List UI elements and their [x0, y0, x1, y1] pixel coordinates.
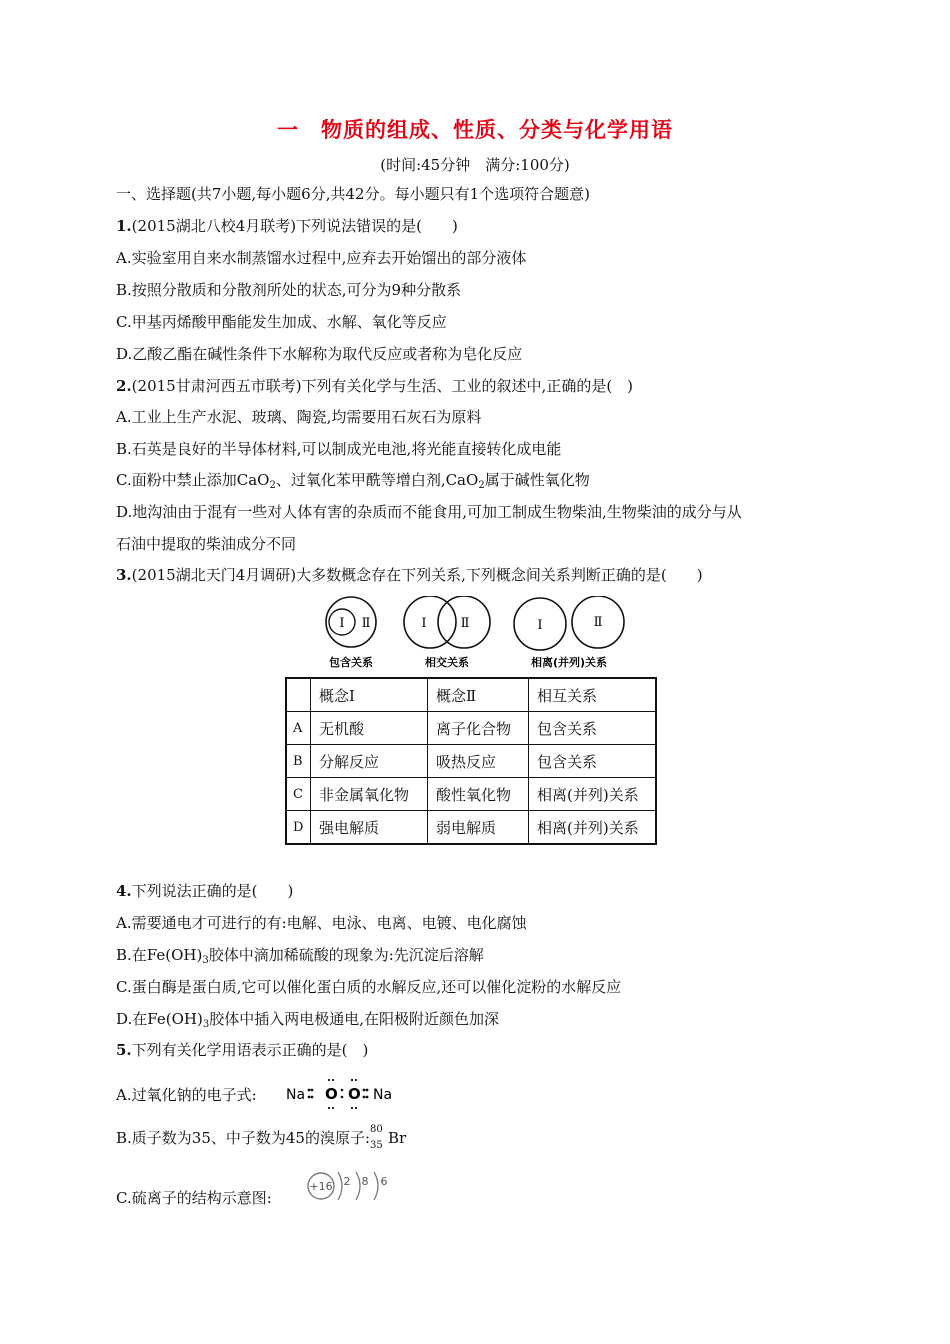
venn-caption-inclusion: 包含关系: [329, 656, 373, 669]
question-text: (2015湖北八校4月联考)下列说法错误的是( ): [131, 217, 458, 235]
q4-option-b: B.在$Fe(OH)_3$胶体中滴加稀硫酸的现象为:先沉淀后溶解: [116, 946, 484, 966]
oxygen-symbol-2: O: [348, 1085, 361, 1103]
q2-option-b: B.石英是良好的半导体材料,可以制成光电池,将光能直接转化成电能: [116, 440, 562, 458]
atomic-number: 35: [370, 1140, 383, 1151]
na-symbol-left: Na: [286, 1087, 306, 1103]
q2-option-c: C.面粉中禁止添加CaO$_2$、过氧化苯甲酰等增白剂,CaO$_2$属于碱性氧化物: [116, 471, 590, 491]
shell-electron-count: 8: [361, 1175, 369, 1188]
question-text: (2015湖北天门4月调研)大多数概念存在下列关系,下列概念间关系判断正确的是( ): [131, 566, 703, 584]
electron-shell-arc: [338, 1172, 342, 1200]
table-row: B 分解反应 吸热反应 包含关系: [286, 745, 656, 778]
q2-option-d-line1: D.地沟油由于混有一些对人体有害的杂质而不能食用,可加工制成生物柴油,生物柴油的成分与从: [116, 503, 742, 521]
q1-option-a: A.实验室用自来水制蒸馏水过程中,应弃去开始馏出的部分液体: [116, 249, 527, 267]
question-1-stem: [116, 216, 458, 236]
question-2-stem: [116, 376, 633, 396]
question-text: 下列说法正确的是( ): [131, 882, 294, 900]
q5-option-c: C.硫离子的结构示意图:: [116, 1189, 272, 1207]
element-symbol: Br: [388, 1129, 407, 1147]
question-number: 2.: [116, 377, 132, 395]
venn-caption-separation: 相离(并列)关系: [530, 656, 608, 669]
question-text: 下列有关化学用语表示正确的是( ): [131, 1041, 369, 1059]
q2-option-a: A.工业上生产水泥、玻璃、陶瓷,均需要用石灰石为原料: [116, 408, 482, 426]
q5-option-b: B.质子数为35、中子数为45的溴原子: 80 35 Br: [116, 1128, 406, 1148]
q1-option-b: B.按照分散质和分散剂所处的状态,可分为9种分散系: [116, 281, 462, 299]
shell-electron-count: 2: [343, 1175, 351, 1188]
question-number: 4.: [116, 882, 132, 900]
table-row: C 非金属氧化物 酸性氧化物 相离(并列)关系: [286, 778, 656, 811]
sodium-peroxide-electron-formula: [286, 1074, 396, 1114]
q4-option-d: D.在$Fe(OH)_3$胶体中插入两电极通电,在阳极附近颜色加深: [116, 1010, 499, 1030]
q2-option-d-line2: 石油中提取的柴油成分不同: [116, 535, 297, 553]
question-number: 3.: [116, 566, 132, 584]
mass-number: 80: [370, 1124, 383, 1135]
q4-option-c: C.蛋白酶是蛋白质,它可以催化蛋白质的水解反应,还可以催化淀粉的水解反应: [116, 978, 622, 996]
q5-option-a: A.过氧化钠的电子式: Na O O Na: [116, 1074, 516, 1114]
venn-label-i: Ⅰ: [421, 616, 427, 631]
question-3-stem: [116, 565, 703, 585]
page-subtitle: (时间:45分钟 满分:100分): [380, 156, 570, 174]
question-5-stem: [116, 1040, 368, 1060]
section-heading: 一、选择题(共7小题,每小题6分,共42分。每小题只有1个选项符合题意): [116, 185, 590, 203]
electron-shell-arc: [356, 1172, 360, 1200]
venn-left-circle: [404, 596, 456, 648]
table-header-row: 概念Ⅰ 概念Ⅱ 相互关系: [286, 678, 656, 712]
question-4-stem: [116, 881, 293, 901]
na-symbol-right: Na: [373, 1087, 393, 1103]
q1-option-c: C.甲基丙烯酸甲酯能发生加成、水解、氧化等反应: [116, 313, 447, 331]
question-number: 1.: [116, 217, 132, 235]
nucleus-charge: +16: [309, 1180, 333, 1193]
venn-label-i: Ⅰ: [339, 616, 345, 631]
table-row: D 强电解质 弱电解质 相离(并列)关系: [286, 811, 656, 845]
venn-caption-intersection: 相交关系: [425, 656, 469, 669]
nuclide-notation: [370, 1124, 388, 1151]
oxygen-symbol-1: O: [325, 1085, 338, 1103]
venn-label-i: Ⅰ: [537, 618, 543, 633]
venn-label-ii: Ⅱ: [593, 615, 603, 630]
question-number: 5.: [116, 1041, 132, 1059]
electron-shell-arc: [374, 1172, 378, 1200]
sulfur-ion-structure-diagram: [304, 1166, 396, 1206]
venn-label-ii: Ⅱ: [361, 616, 371, 631]
shell-electron-count: 6: [380, 1175, 388, 1188]
venn-diagram: [320, 596, 630, 670]
question-text: (2015甘肃河西五市联考)下列有关化学与生活、工业的叙述中,正确的是( ): [131, 377, 634, 395]
q4-option-a: A.需要通电才可进行的有:电解、电泳、电离、电镀、电化腐蚀: [116, 914, 527, 932]
table-row: A 无机酸 离子化合物 包含关系: [286, 712, 656, 745]
q1-option-d: D.乙酸乙酯在碱性条件下水解称为取代反应或者称为皂化反应: [116, 345, 523, 363]
page-title: 一 物质的组成、性质、分类与化学用语: [277, 118, 673, 142]
concept-table: [285, 677, 657, 845]
venn-label-ii: Ⅱ: [460, 616, 470, 631]
